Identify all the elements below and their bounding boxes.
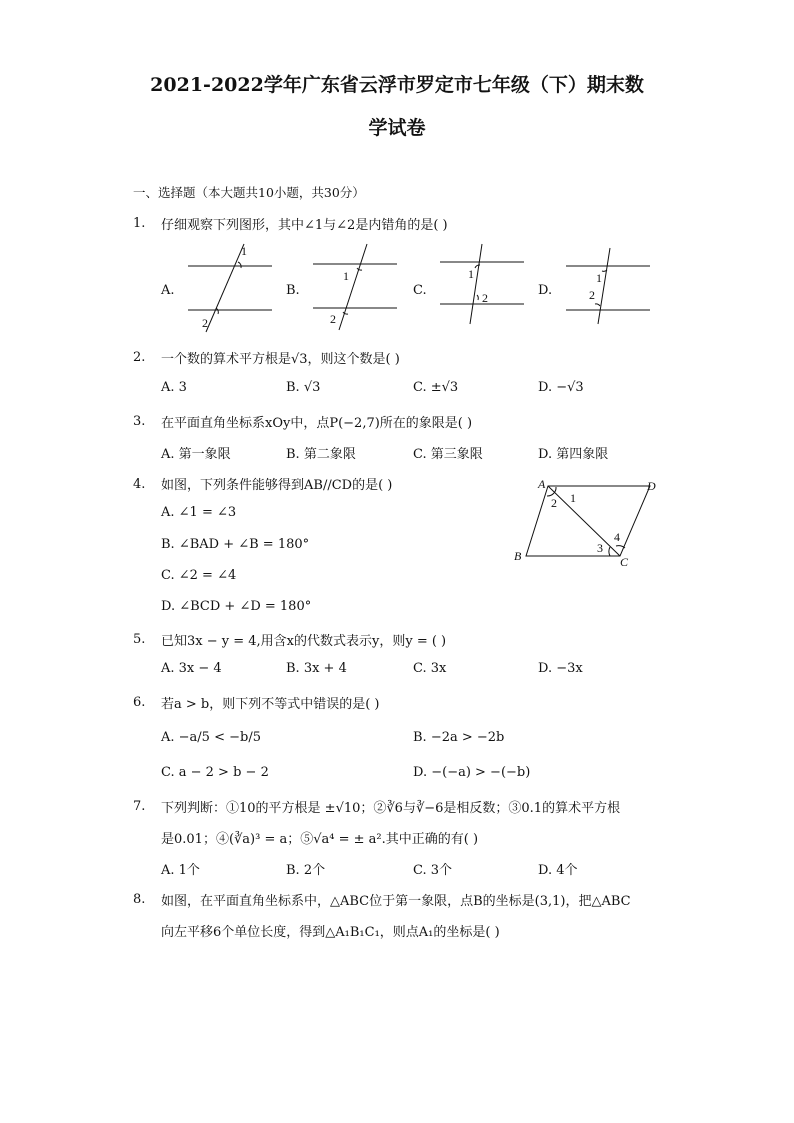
q6-number: 6. bbox=[133, 695, 146, 710]
q6-option-b: B. −2a > −2b bbox=[413, 730, 505, 745]
q1-option-b: B. bbox=[286, 283, 300, 298]
q5-option-a: A. 3x − 4 bbox=[161, 661, 222, 676]
q7-text-line1: 下列判断：①10的平方根是 ±√10；②∛6与∛−6是相反数；③0.1的算术平方根 bbox=[161, 801, 621, 816]
q8-number: 8. bbox=[133, 892, 146, 907]
q1-figure-a bbox=[180, 240, 280, 335]
q3-option-d: D. 第四象限 bbox=[538, 447, 609, 462]
q4-option-b: B. ∠BAD + ∠B = 180° bbox=[161, 537, 310, 552]
q5-number: 5. bbox=[133, 632, 146, 647]
q4-option-d: D. ∠BCD + ∠D = 180° bbox=[161, 599, 312, 614]
q1-figure-b bbox=[305, 240, 405, 335]
q4-number: 4. bbox=[133, 477, 146, 492]
q1c-label-2: 2 bbox=[482, 291, 488, 305]
q1a-label-2: 2 bbox=[202, 316, 208, 330]
q2-option-d: D. −√3 bbox=[538, 380, 584, 395]
q1-figure-c bbox=[432, 240, 532, 335]
q1b-label-1: 1 bbox=[343, 269, 349, 283]
q7-option-d: D. 4个 bbox=[538, 863, 578, 878]
q4-vertex-d: D bbox=[647, 479, 656, 493]
q2-number: 2. bbox=[133, 350, 146, 365]
q1b-label-2: 2 bbox=[330, 312, 336, 326]
q5-option-c: C. 3x bbox=[413, 661, 447, 676]
q1a-label-1: 1 bbox=[241, 244, 247, 258]
q4-parallelogram-figure bbox=[510, 474, 670, 574]
q7-text-line2: 是0.01；④(∛a)³ = a；⑤√a⁴ = ± a².其中正确的有( ) bbox=[161, 832, 479, 847]
q8-text-line1: 如图，在平面直角坐标系中，△ABC位于第一象限，点B的坐标是(3,1)，把△ABC bbox=[161, 894, 631, 909]
q4-angle-4: 4 bbox=[614, 530, 620, 544]
q5-text: 已知3x − y = 4,用含x的代数式表示y，则y = ( ) bbox=[161, 634, 447, 649]
page-title-line1: 2021-2022学年广东省云浮市罗定市七年级（下）期末数 bbox=[150, 74, 644, 96]
q6-option-a: A. −a/5 < −b/5 bbox=[161, 730, 261, 745]
q4-angle-2: 2 bbox=[551, 496, 557, 510]
q4-option-c: C. ∠2 = ∠4 bbox=[161, 568, 237, 583]
q1-option-d: D. bbox=[538, 283, 553, 298]
q3-option-c: C. 第三象限 bbox=[413, 447, 483, 462]
q8-text-line2: 向左平移6个单位长度，得到△A₁B₁C₁，则点A₁的坐标是( ) bbox=[161, 925, 500, 940]
q1c-label-1: 1 bbox=[468, 267, 474, 281]
q4-vertex-a: A bbox=[538, 477, 546, 491]
q6-option-d: D. −(−a) > −(−b) bbox=[413, 765, 531, 780]
q2-option-a: A. 3 bbox=[161, 380, 187, 395]
q3-option-b: B. 第二象限 bbox=[286, 447, 356, 462]
page-title-line2: 学试卷 bbox=[368, 117, 426, 139]
q3-text: 在平面直角坐标系xOy中，点P(−2,7)所在的象限是( ) bbox=[161, 416, 473, 431]
q1-option-a: A. bbox=[161, 283, 175, 298]
q7-option-c: C. 3个 bbox=[413, 863, 453, 878]
q4-angle-3: 3 bbox=[597, 541, 603, 555]
q7-number: 7. bbox=[133, 799, 146, 814]
q1d-label-1: 1 bbox=[596, 271, 602, 285]
q7-option-b: B. 2个 bbox=[286, 863, 326, 878]
q4-vertex-c: C bbox=[620, 555, 629, 569]
q7-option-a: A. 1个 bbox=[161, 863, 200, 878]
q3-option-a: A. 第一象限 bbox=[161, 447, 231, 462]
q2-option-c: C. ±√3 bbox=[413, 380, 459, 395]
q4-vertex-b: B bbox=[514, 549, 522, 563]
q5-option-d: D. −3x bbox=[538, 661, 583, 676]
section-heading: 一、选择题（本大题共10小题，共30分） bbox=[133, 185, 365, 200]
q4-option-a: A. ∠1 = ∠3 bbox=[161, 505, 237, 520]
q1-text: 仔细观察下列图形，其中∠1与∠2是内错角的是( ) bbox=[161, 218, 448, 233]
q2-text: 一个数的算术平方根是√3，则这个数是( ) bbox=[161, 352, 400, 367]
q1-option-c: C. bbox=[413, 283, 427, 298]
q6-text: 若a > b，则下列不等式中错误的是( ) bbox=[161, 697, 380, 712]
q1-figure-d bbox=[558, 240, 658, 335]
q1-number: 1. bbox=[133, 216, 146, 231]
q4-text: 如图，下列条件能够得到AB//CD的是( ) bbox=[161, 478, 393, 493]
q5-option-b: B. 3x + 4 bbox=[286, 661, 347, 676]
q2-option-b: B. √3 bbox=[286, 380, 321, 395]
q6-option-c: C. a − 2 > b − 2 bbox=[161, 765, 269, 780]
q1d-label-2: 2 bbox=[589, 288, 595, 302]
q3-number: 3. bbox=[133, 414, 146, 429]
q4-angle-1: 1 bbox=[570, 491, 576, 505]
